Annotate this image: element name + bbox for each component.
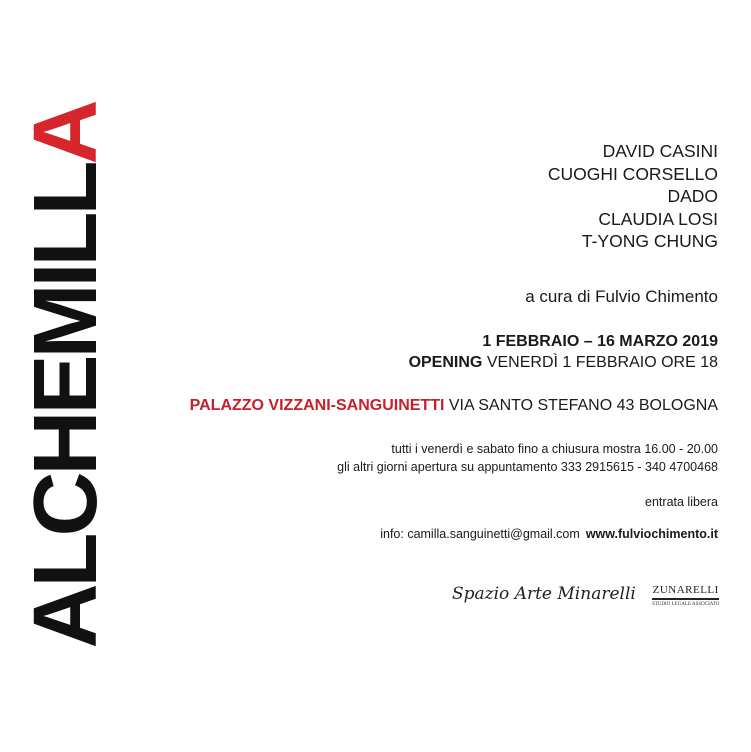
opening-text: VENERDÌ 1 FEBBRAIO ORE 18 — [486, 354, 718, 371]
entry-note: entrata libera — [645, 495, 718, 509]
exhibition-title — [16, 103, 116, 649]
title-block — [16, 103, 116, 649]
zunarelli-subtitle: STUDIO LEGALE ASSOCIATO — [652, 602, 720, 607]
curator-line: a cura di Fulvio Chimento — [525, 287, 718, 306]
logo-divider — [652, 598, 719, 600]
website-link[interactable]: www.fulviochimento.it — [585, 527, 718, 541]
dates-block — [409, 331, 718, 373]
hours-line: tutti i venerdì e sabato fino a chiusura mostra 16.00 - 20.00 — [391, 442, 718, 456]
zunarelli-name: ZUNARELLI — [652, 584, 719, 596]
title-accent-letter: A — [16, 103, 116, 165]
date-range: 1 FEBBRAIO – 16 MARZO 2019 — [482, 333, 718, 350]
artist-name: DAVID CASINI — [602, 141, 718, 161]
spazio-arte-logo: Spazio Arte Minarelli — [452, 584, 636, 604]
venue-line — [190, 397, 718, 415]
artist-name: T-YONG CHUNG — [581, 231, 718, 251]
title-main: ALCHEMILL — [16, 164, 116, 649]
artist-name: CUOGHI CORSELLO — [547, 163, 718, 184]
venue-name: PALAZZO VIZZANI-SANGUINETTI — [189, 397, 445, 414]
opening-label: OPENING — [408, 354, 483, 371]
venue-address: VIA SANTO STEFANO 43 BOLOGNA — [448, 397, 718, 414]
opening-hours — [337, 440, 718, 476]
artist-name: CLAUDIA LOSI — [598, 208, 718, 229]
artist-name: DADO — [667, 186, 718, 206]
opening-line — [409, 352, 718, 373]
zunarelli-logo — [652, 584, 719, 607]
artist-list — [548, 140, 718, 253]
hours-line: gli altri giorni apertura su appuntamento 333 2915615 - 340 4700468 — [337, 460, 718, 474]
contact-info — [380, 527, 718, 541]
email-text: info: camilla.sanguinetti@gmail.com — [380, 527, 580, 541]
